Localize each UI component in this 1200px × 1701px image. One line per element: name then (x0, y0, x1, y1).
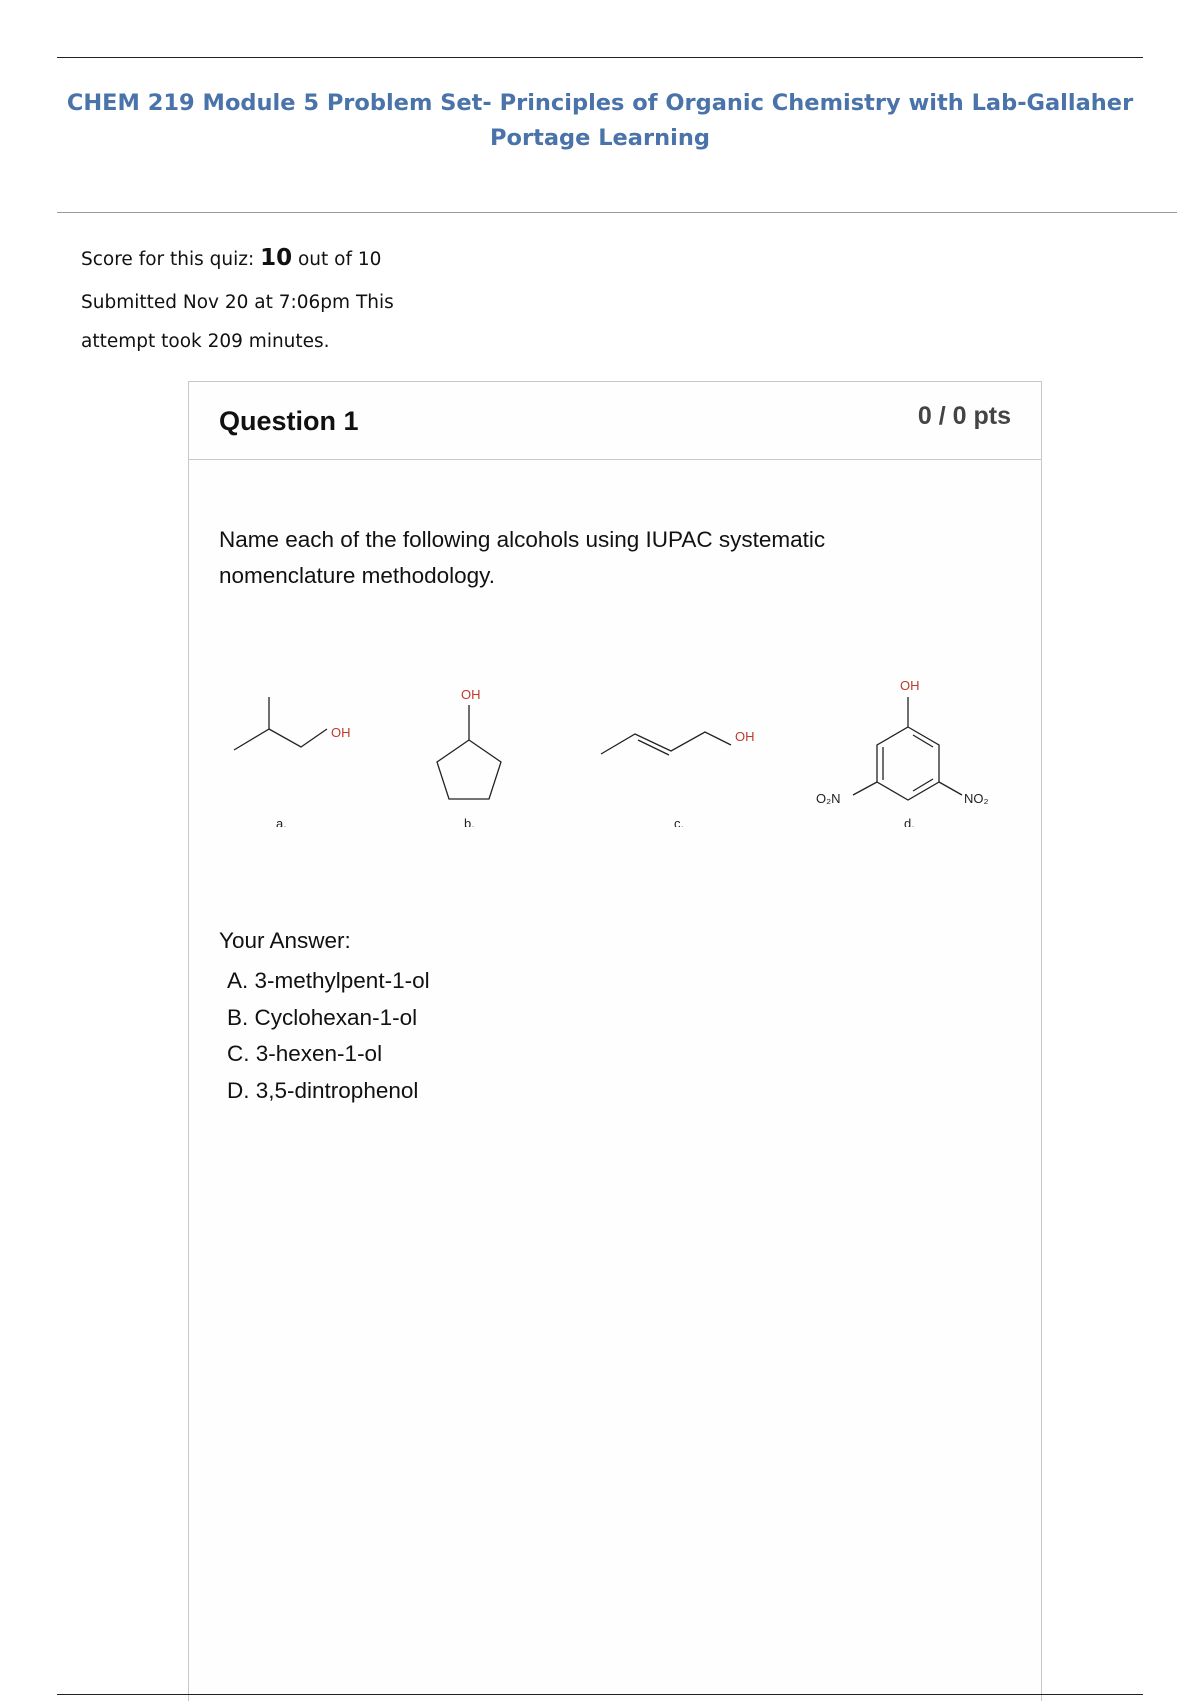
quiz-score (81, 245, 381, 271)
structure-c-label: c. (674, 816, 685, 827)
submitted-line-1: Submitted Nov 20 at 7:06pm This (81, 292, 394, 313)
structures-svg (189, 637, 1041, 827)
answer-item-d: D. 3,5-dintrophenol (227, 1077, 419, 1103)
structure-d-oh: OH (900, 678, 920, 693)
question-title: Question 1 (219, 406, 359, 436)
answer-item-b: B. Cyclohexan-1-ol (227, 1004, 418, 1030)
structure-d-o2n: O₂N (816, 791, 841, 806)
question-card (188, 381, 1042, 1701)
question-header (189, 382, 1041, 460)
structure-figures (189, 637, 1041, 827)
question-points: 0 / 0 pts (917, 402, 1011, 430)
structure-a-label: a. (276, 816, 287, 827)
document-title: CHEM 219 Module 5 Problem Set- Principles of Organic Chemistry with Lab-Gallaher Portage Learning (66, 90, 1134, 151)
answer-item-a: A. 3-methylpent-1-ol (227, 968, 430, 993)
structure-a-oh: OH (331, 725, 351, 740)
structure-b-oh: OH (461, 687, 481, 702)
structure-d-label: d. (904, 816, 915, 827)
answer-item-c: C. 3-hexen-1-ol (227, 1041, 383, 1066)
score-value: 10 (260, 245, 293, 271)
title-divider (57, 212, 1177, 213)
answer-label: Your Answer: (219, 928, 351, 953)
top-rule (57, 57, 1143, 58)
question-text: Name each of the following alcohols using IUPAC systematic nomenclature methodology. (219, 527, 826, 588)
bottom-rule (57, 1694, 1143, 1695)
structure-c (601, 732, 731, 755)
structure-d (853, 697, 962, 800)
structure-c-oh: OH (735, 729, 755, 744)
score-suffix: out of 10 (292, 249, 382, 270)
structure-b (437, 705, 501, 799)
structure-d-no2: NO₂ (964, 791, 989, 806)
answer-list (227, 963, 430, 1109)
structure-b-label: b. (464, 816, 475, 827)
score-prefix: Score for this quiz: (81, 249, 261, 270)
structure-a (234, 697, 327, 750)
submitted-line-2: attempt took 209 minutes. (81, 331, 330, 352)
